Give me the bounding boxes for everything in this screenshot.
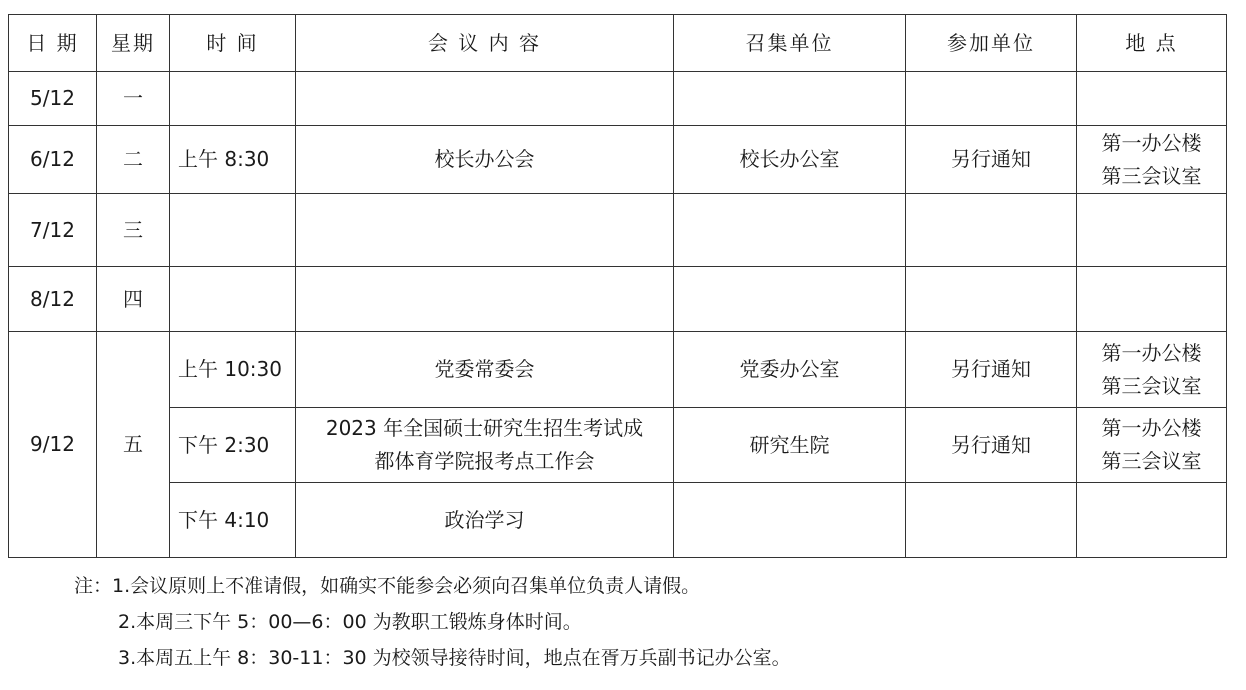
notes-prefix: 注： <box>74 575 113 597</box>
header-time: 时 间 <box>170 15 296 72</box>
weekday-cell: 四 <box>97 267 170 332</box>
header-convener: 召集单位 <box>674 15 906 72</box>
notes-section <box>0 568 1246 676</box>
participants-cell: 另行通知 <box>906 408 1077 483</box>
time-cell <box>170 267 296 332</box>
note-text: 3.本周五上午 8：30-11：30 为校领导接待时间，地点在胥万兵副书记办公室。 <box>118 647 791 669</box>
table-row <box>9 408 1227 483</box>
note-text: 2.本周三下午 5：00—6：00 为教职工锻炼身体时间。 <box>118 611 582 633</box>
weekday-cell: 三 <box>97 194 170 267</box>
time-cell: 下午 4:10 <box>170 483 296 558</box>
header-content: 会 议 内 容 <box>296 15 674 72</box>
participants-cell: 另行通知 <box>906 332 1077 408</box>
content-cell <box>296 72 674 126</box>
time-cell: 上午 8:30 <box>170 126 296 194</box>
location-cell <box>1077 483 1227 558</box>
note-item <box>0 604 1246 640</box>
date-cell: 5/12 <box>9 72 97 126</box>
time-cell: 下午 2:30 <box>170 408 296 483</box>
participants-cell <box>906 72 1077 126</box>
header-participants: 参加单位 <box>906 15 1077 72</box>
time-cell <box>170 194 296 267</box>
time-cell <box>170 72 296 126</box>
table-row <box>9 267 1227 332</box>
participants-cell <box>906 194 1077 267</box>
convener-cell: 校长办公室 <box>674 126 906 194</box>
table-row <box>9 126 1227 194</box>
date-cell: 8/12 <box>9 267 97 332</box>
location-cell <box>1077 194 1227 267</box>
weekday-cell: 一 <box>97 72 170 126</box>
location-cell <box>1077 408 1227 483</box>
convener-cell: 党委办公室 <box>674 332 906 408</box>
location-line: 第三会议室 <box>1101 449 1202 473</box>
convener-cell <box>674 483 906 558</box>
header-weekday: 星期 <box>97 15 170 72</box>
note-item <box>0 568 1246 604</box>
location-cell <box>1077 332 1227 408</box>
location-line: 第一办公楼 <box>1101 130 1202 155</box>
date-cell: 7/12 <box>9 194 97 267</box>
content-cell <box>296 194 674 267</box>
note-item <box>0 640 1246 676</box>
date-cell: 9/12 <box>9 332 97 558</box>
content-cell <box>296 267 674 332</box>
header-location: 地 点 <box>1077 15 1227 72</box>
table-row <box>9 483 1227 558</box>
location-cell <box>1077 267 1227 332</box>
participants-cell <box>906 483 1077 558</box>
convener-cell <box>674 267 906 332</box>
note-text: 1.会议原则上不准请假，如确实不能参会必须向召集单位负责人请假。 <box>112 575 701 597</box>
meeting-schedule-table <box>8 14 1227 558</box>
location-line: 第三会议室 <box>1101 163 1202 188</box>
convener-cell: 研究生院 <box>674 408 906 483</box>
table-header-row <box>9 15 1227 72</box>
time-cell: 上午 10:30 <box>170 332 296 408</box>
content-cell: 党委常委会 <box>296 332 674 408</box>
weekday-cell: 五 <box>97 332 170 558</box>
content-cell <box>296 408 674 483</box>
weekday-cell: 二 <box>97 126 170 194</box>
location-line: 第一办公楼 <box>1101 416 1202 440</box>
participants-cell: 另行通知 <box>906 126 1077 194</box>
convener-cell <box>674 72 906 126</box>
content-line: 2023 年全国硕士研究生招生考试成 <box>325 416 644 440</box>
location-cell <box>1077 72 1227 126</box>
header-date: 日 期 <box>9 15 97 72</box>
location-line: 第一办公楼 <box>1101 340 1202 365</box>
table-row <box>9 332 1227 408</box>
location-line: 第三会议室 <box>1101 373 1202 398</box>
location-cell <box>1077 126 1227 194</box>
table-row <box>9 194 1227 267</box>
participants-cell <box>906 267 1077 332</box>
convener-cell <box>674 194 906 267</box>
date-cell: 6/12 <box>9 126 97 194</box>
content-cell: 政治学习 <box>296 483 674 558</box>
content-cell: 校长办公会 <box>296 126 674 194</box>
content-line: 都体育学院报考点工作会 <box>374 449 595 473</box>
table-row <box>9 72 1227 126</box>
